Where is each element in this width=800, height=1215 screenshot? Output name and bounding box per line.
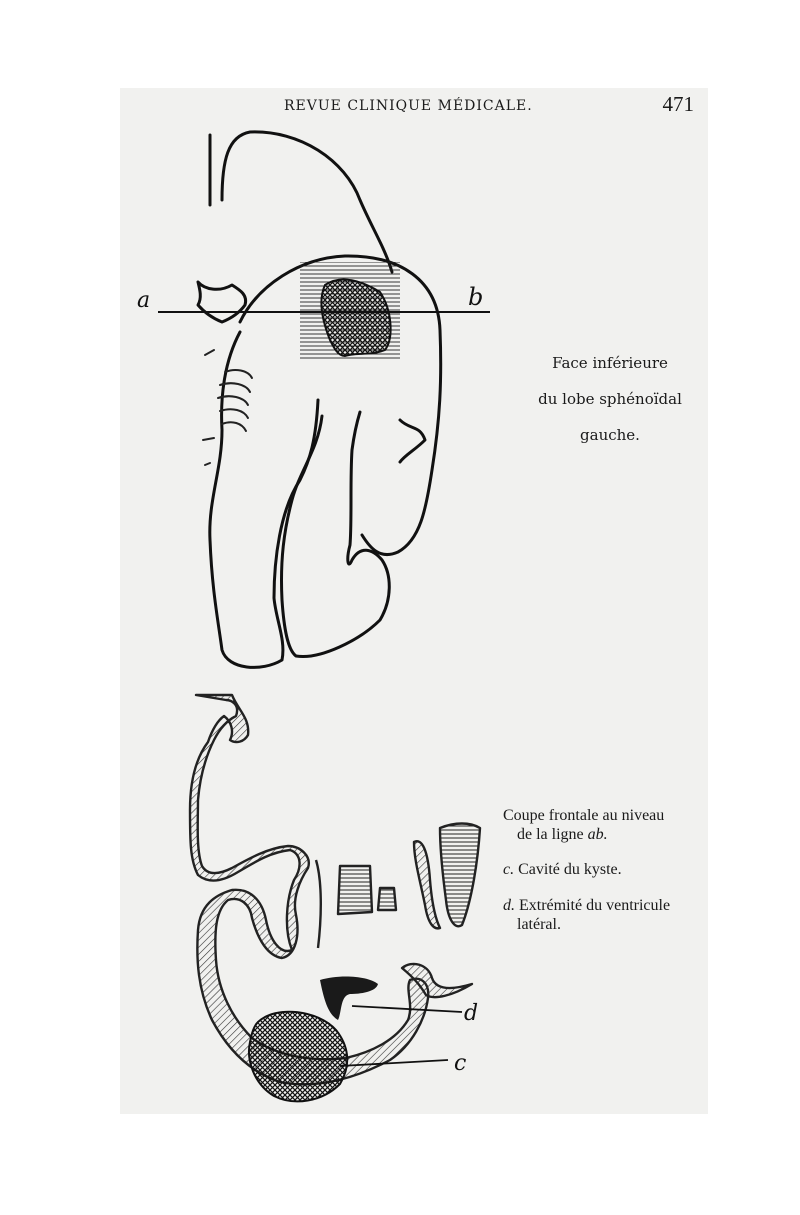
label-a: a <box>137 288 151 313</box>
caption-top-line-3: gauche. <box>580 426 640 444</box>
caption-bottom-line-2 <box>503 825 713 844</box>
page-number: 471 <box>662 92 694 116</box>
running-title: REVUE CLINIQUE MÉDICALE. <box>284 98 533 114</box>
label-c: c <box>454 1051 467 1076</box>
caption-c-text: Cavité du kyste. <box>514 861 622 879</box>
lobe-outline <box>198 132 441 668</box>
caption-bottom-line-1: Coupe frontale au niveau <box>503 807 665 824</box>
caption-top-line-1: Face inférieure <box>552 354 668 372</box>
leader-d <box>352 1006 462 1012</box>
label-b: b <box>468 283 484 311</box>
ventricle-extremity <box>320 977 378 1020</box>
caption-d-letter: d. <box>503 896 515 914</box>
caption-top <box>520 354 700 462</box>
cyst-cavity <box>249 1012 347 1102</box>
caption-line2-prefix: de la ligne <box>517 826 588 844</box>
caption-top-line-2: du lobe sphénoïdal <box>538 390 682 408</box>
caption-c-letter: c. <box>503 861 515 879</box>
caption-bottom-line-4 <box>503 896 713 915</box>
caption-bottom-line-5: latéral. <box>517 915 561 933</box>
caption-line2-ab: ab. <box>587 826 608 844</box>
caption-bottom <box>503 806 713 934</box>
caption-d-text: Extrémité du ventricule <box>515 896 671 914</box>
caption-bottom-line-3 <box>503 860 713 879</box>
label-d: d <box>464 1001 479 1026</box>
frontal-section-illustration <box>190 695 480 1084</box>
